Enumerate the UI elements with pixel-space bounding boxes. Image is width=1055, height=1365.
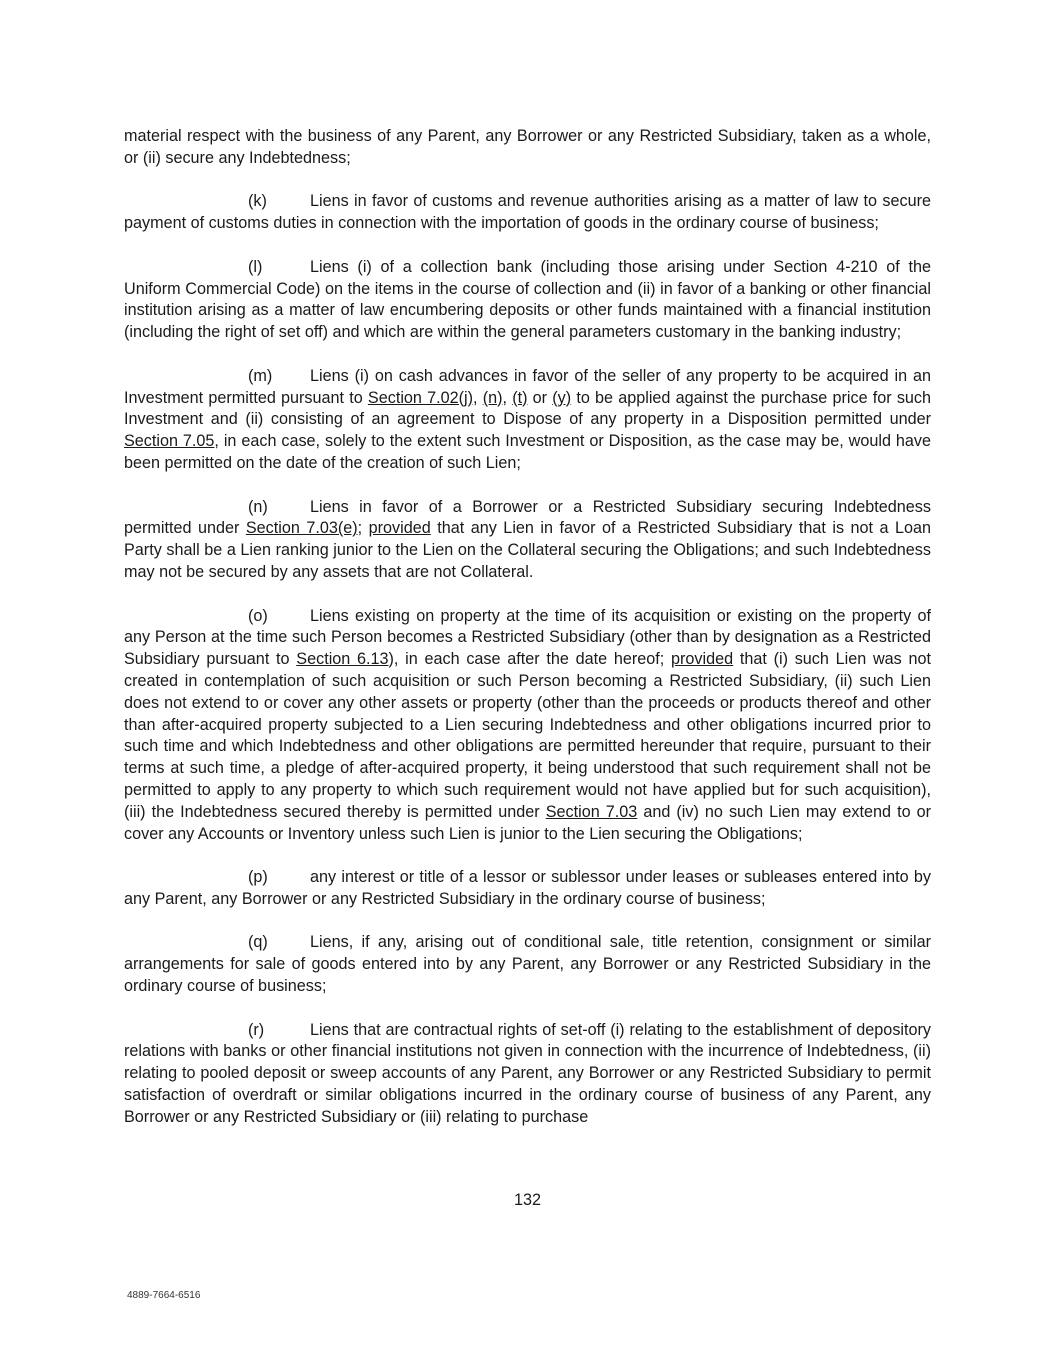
section-reference: Section 7.02(j), (367, 388, 478, 407)
clause-text: Liens in favor of customs and revenue authorities arising as a matter of law to secure payment of customs duties in connection with the importation of goods in the ordinary course of business; (124, 192, 931, 233)
section-reference: Section 7.05 (124, 432, 215, 451)
proviso-term: provided (671, 650, 734, 669)
clause-text: any interest or title of a lessor or sublessor under leases or subleases entered into by any Parent, any Borrower or any Restricted Subsidiary in the ordinary course of business; (124, 868, 931, 908)
clause-label: (k) (248, 192, 267, 211)
section-reference: (n) (482, 388, 503, 407)
section-reference: Section 6.13 (296, 650, 389, 669)
section-reference: Section 7.03(e); (245, 519, 363, 538)
clause-text: Liens, if any, arising out of conditional sale, title retention, consignment or similar arrangements for sale of goods entered into by any Parent, any Borrower or any Restricted Subsidiary in the ordinary course of business; (124, 933, 931, 996)
body-text (124, 126, 931, 1150)
clause-l (124, 257, 931, 344)
clause-text: Liens existing on property at the time of its acquisition or existing on the property of any Person at the time such Person becomes a Restricted Subsidiary (other than by designation as a Restricted Subsidiary pursuant to (124, 606, 931, 669)
intro-paragraph (124, 126, 931, 170)
clause-label: (o) (248, 606, 268, 625)
clause-p (124, 867, 931, 911)
proviso-term: provided (368, 519, 431, 538)
section-reference: (t) (512, 388, 528, 407)
document-id: 4889-7664-6516 (127, 1290, 201, 1301)
clause-text: Liens (i) on cash advances in favor of the seller of any property to be acquired in an Investment permitted pursuant to (124, 366, 931, 407)
clause-n: (n) Liens in favor of a Borrower or a Restricted Subsidiary securing Indebtedness permitted under Section 7.03(e); provided that any Lien in favor of a Restricted Subsidiary that is not a Loan Party shall be a Lien ranking junior to the Lien on the Collateral securing the Obligations; and such Indebtedness may not be secured by any assets that are not Collateral. (124, 497, 932, 581)
clause-r (124, 1020, 931, 1129)
clause-text: Liens (i) of a collection bank (including those arising under Section 4-210 of the Uniform Commercial Code) on the items in the course of collection and (ii) in favor of a banking or other financial institution arising as a matter of law encumbering deposits or other funds maintained with a financial institution (including the right of set off) and which are within the general parameters customary in the banking industry; (124, 257, 931, 342)
clause-label: (q) (248, 933, 268, 952)
clause-label: (r) (248, 1020, 265, 1039)
clause-k (124, 191, 931, 235)
clause-q (124, 932, 931, 997)
clause-text: Liens in favor of a Borrower or a Restricted Subsidiary securing Indebtedness permitted under (124, 497, 931, 538)
clause-label: (p) (248, 868, 268, 887)
intro-text: material respect with the business of any Parent, any Borrower or any Restricted Subsidiary, taken as a whole, or (ii) secure any Indebtedness; (124, 127, 931, 167)
page-number: 132 (513, 1191, 541, 1209)
section-reference: Section 7.03 (545, 802, 638, 821)
clause-label: (l) (248, 257, 263, 276)
clause-label: (n) (248, 497, 268, 516)
clause-o: (o) Liens existing on property at the time of its acquisition or existing on the property of any Person at the time such Person becomes a Restricted Subsidiary (other than by designation as a Restricted Subsidiary pursuant to Section 6.13), in each case after the date hereof; provided that (i) such Lien was not created in contemplation of such acquisition or such Person becoming a Restricted Subsidiary, (ii) such Lien does not extend to or cover any other assets or property (other than the proceeds or products thereof and other than after-acquired property subjected to a Lien securing Indebtedness and other obligations incurred prior to such time and which Indebtedness and other obligations are permitted hereunder that require, pursuant to their terms at such time, a pledge of after-acquired property, it being understood that such requirement shall not be permitted to apply to any property to which such requirement would not have applied but for such acquisition), (iii) the Indebtedness secured thereby is permitted under Section 7.03 and (iv) no such Lien may extend to or cover any Accounts or Inventory unless such Lien is junior to the Lien securing the Obligations; (124, 606, 932, 843)
clause-text: Liens that are contractual rights of set-off (i) relating to the establishment of depository relations with banks or other financial institutions not given in connection with the incurrence of Indebtedness, (ii) relating to pooled deposit or sweep accounts of any Parent, any Borrower or any Restricted Subsidiary to permit satisfaction of overdraft or similar obligations incurred in the ordinary course of business of any Parent, any Borrower or any Restricted Subsidiary or (iii) relating to purchase (124, 1020, 931, 1126)
section-reference: (y) (552, 388, 572, 407)
clause-m: (m) Liens (i) on cash advances in favor of the seller of any property to be acquired in an Investment permitted pursuant to Section 7.02(j), (n), (t) or (y) to be applied against the purchase price for such Investment and (ii) consisting of an agreement to Dispose of any property in a Disposition permitted under Section 7.05, in each case, solely to the extent such Investment or Disposition, as the case may be, would have been permitted on the date of the creation of such Lien; (124, 366, 932, 472)
clause-label: (m) (248, 366, 273, 385)
